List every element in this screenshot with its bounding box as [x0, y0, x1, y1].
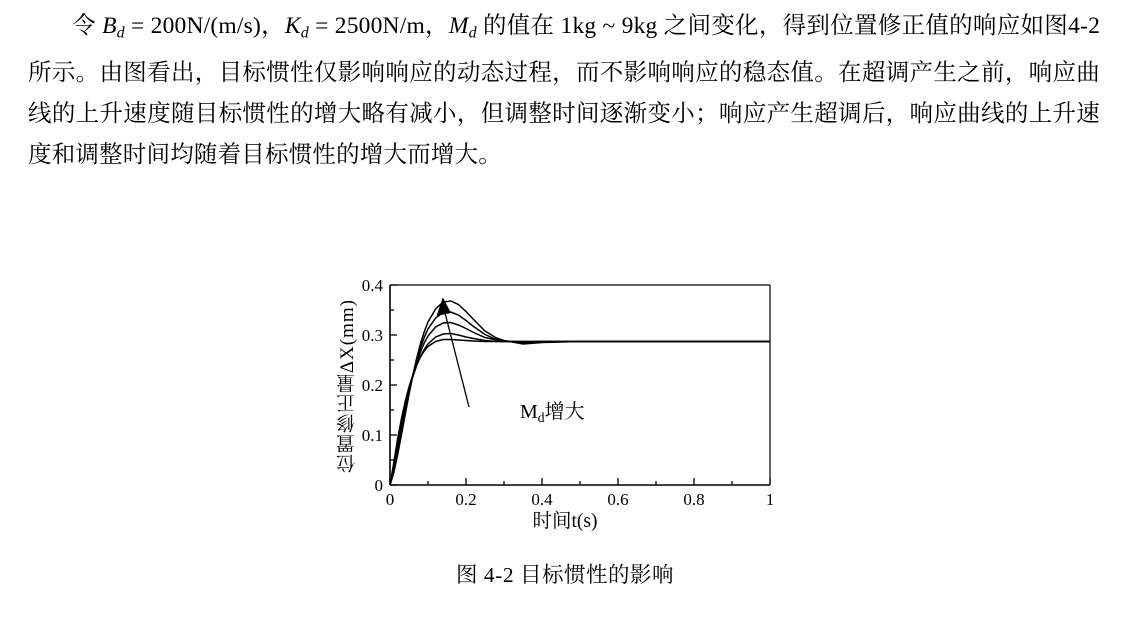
paragraph-text: 令 $B_d = 200N/(m/s)$，$K_d = 2500N/m$，$M_d$ 的值在 1kg ~ 9kg 之间变化，得到位置修正值的响应如图4-2所示。由图看出，目标惯性仅影响响应的动态过程，而不影响响应的稳态值。在超调产生之前，响应曲线的上升速度随目标惯性的增大略有减小，但调整时间逐渐变小；响应产生超调后，响应曲线的上升速度和调整时间均随着目标惯性的增大而增大。: [28, 13, 1101, 169]
body-paragraph: [28, 6, 1100, 176]
svg-text:0.2: 0.2: [361, 376, 383, 395]
chart-axes: [390, 285, 770, 485]
figure-4-2: [300, 255, 830, 585]
chart-x-axis-label: 时间t(s): [532, 511, 598, 532]
chart-annotation-label: Md增大: [520, 401, 585, 425]
svg-text:0: 0: [374, 476, 383, 495]
chart-y-tick-labels: [362, 276, 384, 495]
chart-annotation-arrow: [438, 299, 470, 407]
svg-text:0.2: 0.2: [455, 490, 477, 509]
svg-text:1: 1: [765, 490, 775, 509]
svg-text:0.3: 0.3: [361, 326, 383, 345]
chart-x-ticks: [390, 478, 770, 485]
svg-text:0.8: 0.8: [683, 490, 705, 509]
svg-text:0.4: 0.4: [361, 276, 383, 295]
svg-text:0.6: 0.6: [607, 490, 629, 509]
svg-text:0.4: 0.4: [531, 490, 553, 509]
figure-caption: 图 4-2 目标惯性的影响: [456, 563, 674, 587]
series-line-md9: [390, 301, 770, 485]
chart-y-axis-label: 位置修正量ΔX(mm): [337, 299, 358, 474]
chart-series-lines: [390, 301, 770, 485]
svg-text:0.1: 0.1: [361, 426, 383, 445]
svg-text:0: 0: [385, 490, 395, 509]
